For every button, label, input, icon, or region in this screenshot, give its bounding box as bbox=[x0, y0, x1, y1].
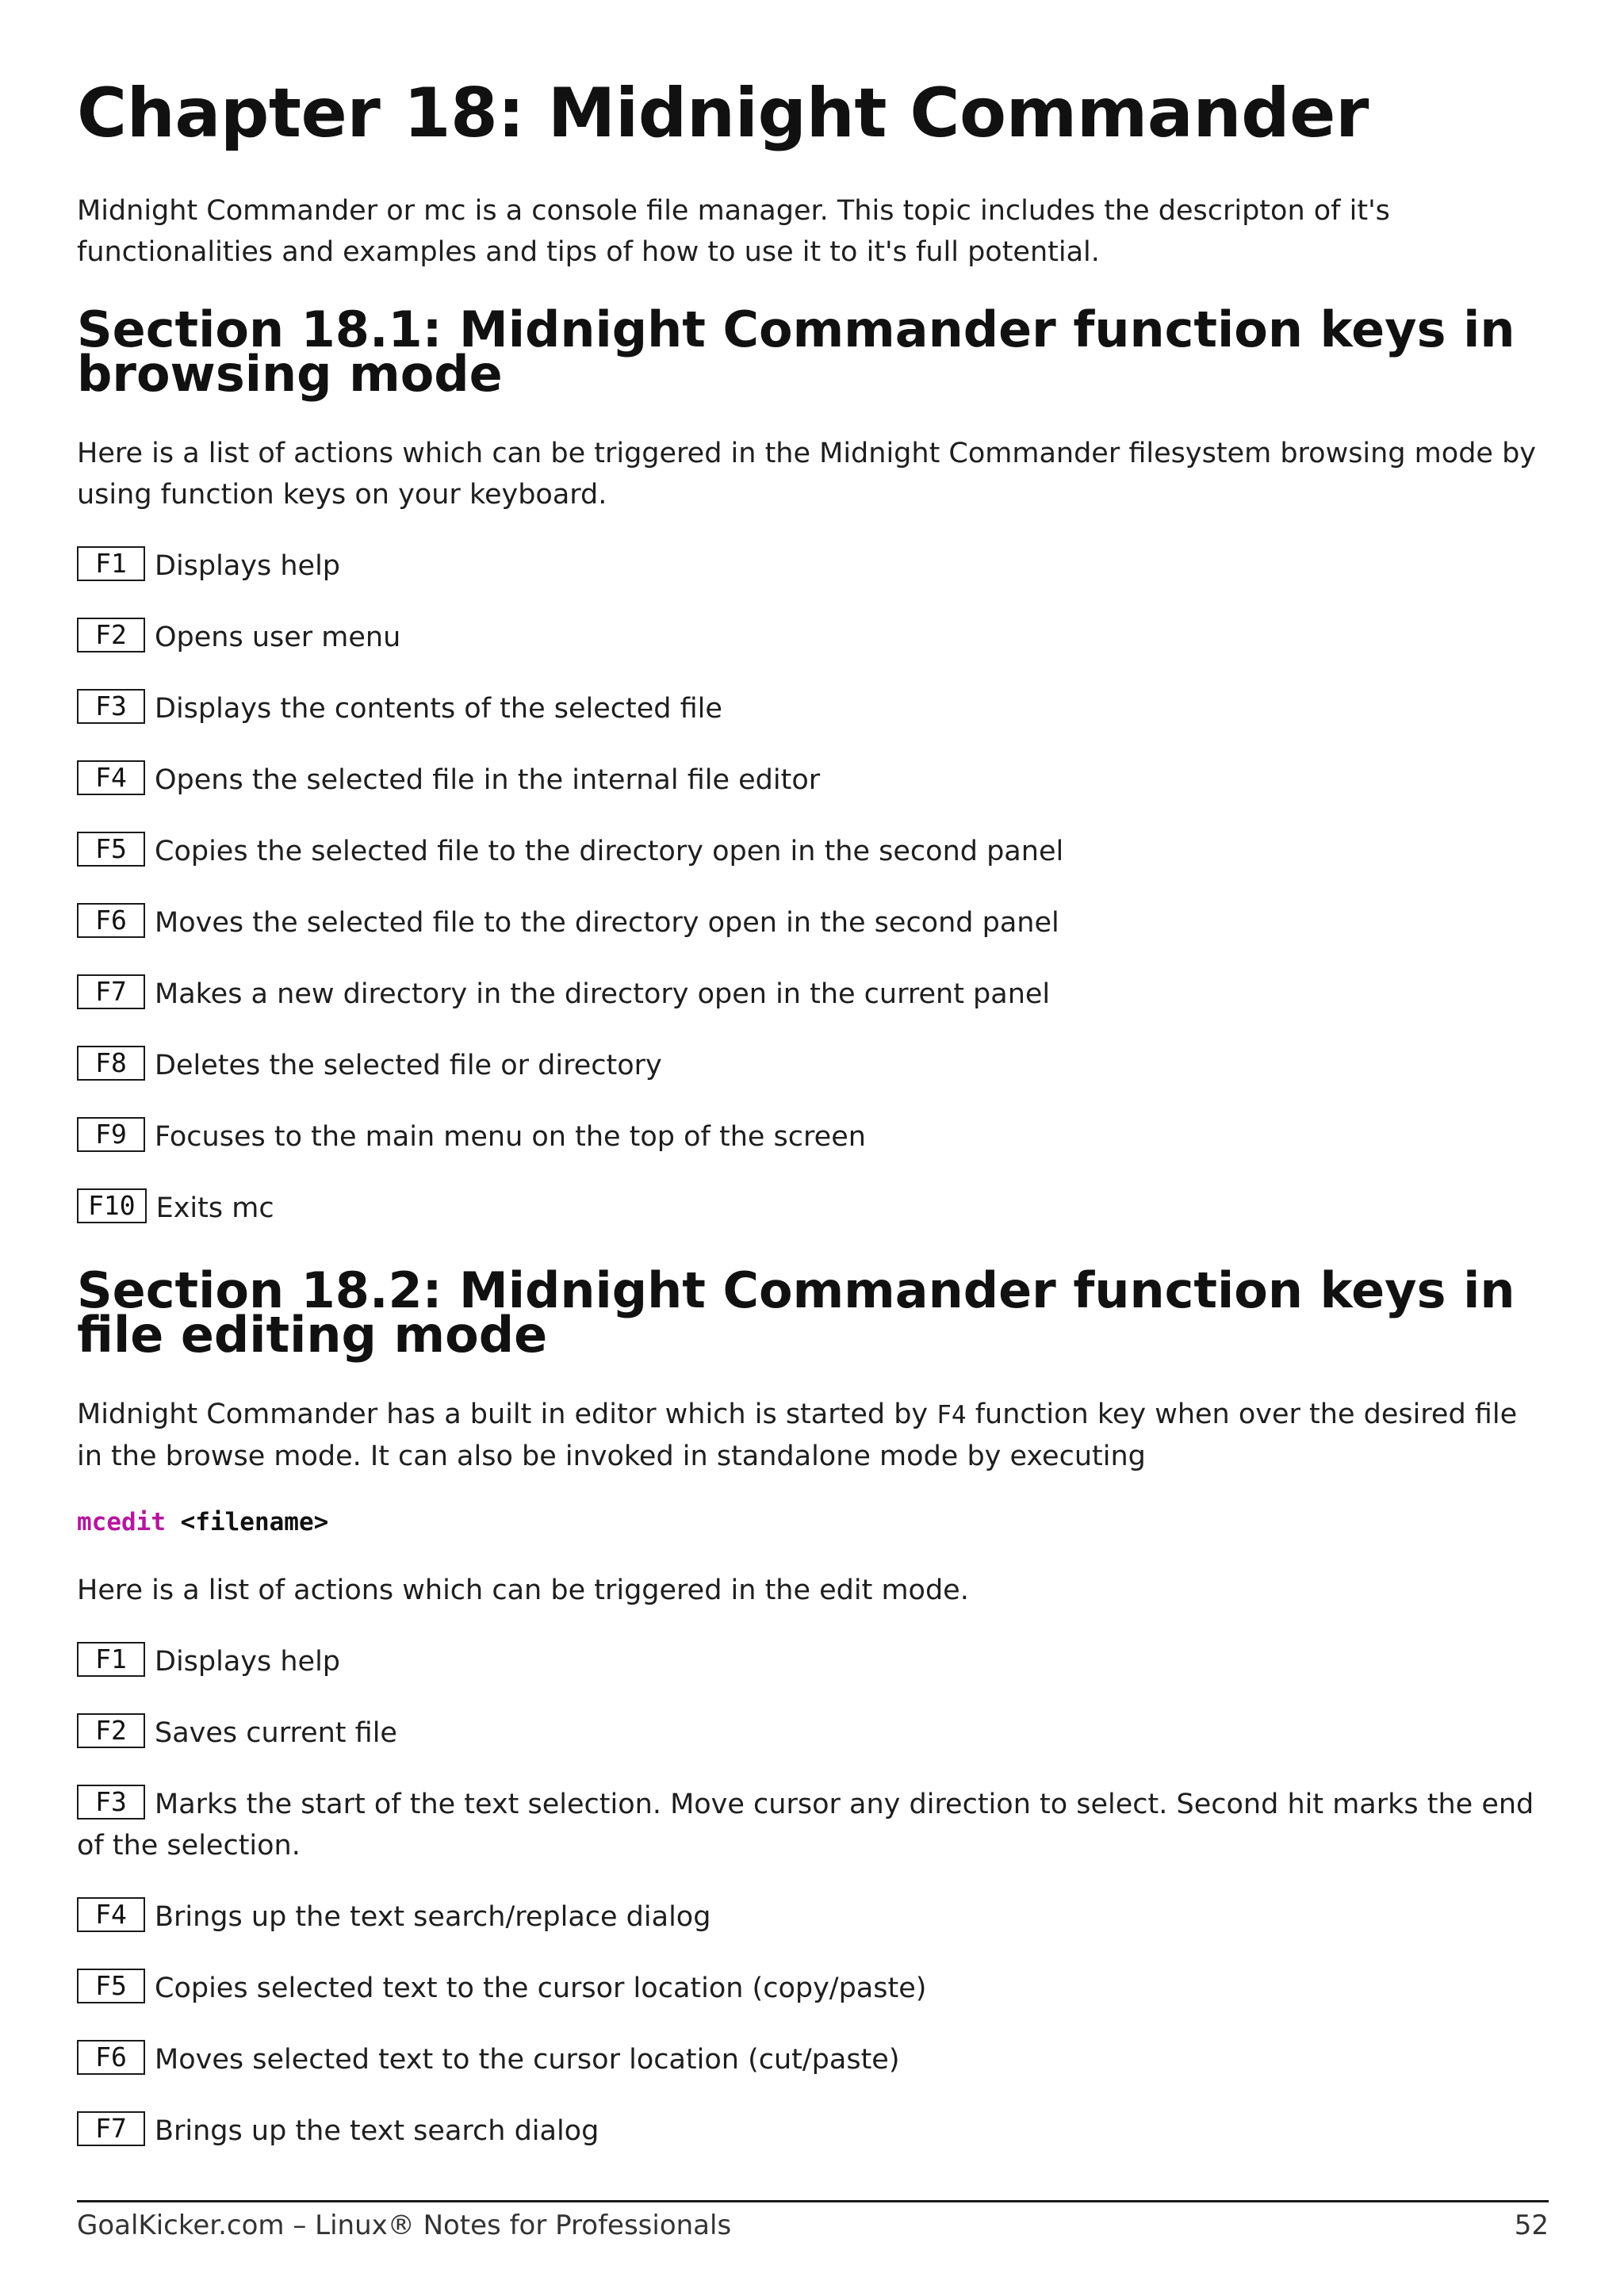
key-description: Copies the selected file to the directory open in the second panel bbox=[155, 836, 1064, 867]
key-description: Saves current file bbox=[155, 1717, 397, 1749]
function-key-badge: F10 bbox=[77, 1188, 147, 1223]
section-18-1-intro: Here is a list of actions which can be triggered in the Midnight Commander filesystem browsing mode by using function keys on your keyboard. bbox=[77, 438, 1536, 511]
function-key-badge: F4 bbox=[77, 760, 145, 795]
edit-key-item bbox=[77, 1784, 1549, 1866]
browse-key-item bbox=[77, 1045, 1549, 1086]
function-key-badge: F9 bbox=[77, 1117, 145, 1152]
chapter-title: Chapter 18: Midnight Commander bbox=[77, 74, 1369, 153]
key-description: Displays the contents of the selected file bbox=[155, 693, 722, 725]
key-description: Moves the selected file to the directory open in the second panel bbox=[155, 907, 1059, 939]
key-description: Brings up the text search dialog bbox=[155, 2115, 599, 2147]
code-argument: <filename> bbox=[165, 1508, 329, 1536]
page-number: 52 bbox=[1514, 2210, 1549, 2241]
section-18-2-intro: Midnight Commander has a built in editor which is started by F4 function key when over the desired file in the browse mode. It can also be invoked in standalone mode by executing bbox=[77, 1399, 1518, 1472]
function-key-badge: F2 bbox=[77, 618, 145, 652]
key-description: Brings up the text search/replace dialog bbox=[155, 1901, 711, 1933]
key-description: Opens the selected file in the internal file editor bbox=[155, 764, 821, 796]
browse-key-item bbox=[77, 688, 1549, 729]
browse-key-item bbox=[77, 902, 1549, 943]
chapter-intro: Midnight Commander or mc is a console file manager. This topic includes the descripton of it's functionalities and examples and tips of how to use it to it's full potential. bbox=[77, 195, 1390, 268]
browse-key-item bbox=[77, 760, 1549, 801]
browse-key-item bbox=[77, 545, 1549, 587]
key-description: Exits mc bbox=[155, 1192, 274, 1224]
footer-source: GoalKicker.com – Linux® Notes for Professionals bbox=[77, 2210, 732, 2241]
function-key-badge: F5 bbox=[77, 832, 145, 867]
key-description: Moves selected text to the cursor location (cut/paste) bbox=[155, 2044, 900, 2076]
function-key-badge: F7 bbox=[77, 2111, 145, 2146]
browse-key-item bbox=[77, 1188, 1549, 1229]
code-command: mcedit bbox=[77, 1508, 166, 1536]
browse-key-item bbox=[77, 974, 1549, 1015]
function-key-badge: F7 bbox=[77, 974, 145, 1009]
section-18-2-title: Section 18.2: Midnight Commander function keys in file editing mode bbox=[77, 1261, 1515, 1364]
edit-key-item bbox=[77, 2110, 1549, 2152]
function-key-badge: F2 bbox=[77, 1713, 145, 1748]
edit-list-intro: Here is a list of actions which can be triggered in the edit mode. bbox=[77, 1575, 969, 1606]
key-description: Focuses to the main menu on the top of the screen bbox=[155, 1121, 866, 1153]
footer-divider bbox=[77, 2200, 1549, 2202]
function-key-badge: F3 bbox=[77, 689, 145, 724]
inline-code-f4: F4 bbox=[936, 1401, 967, 1429]
code-block bbox=[77, 1503, 328, 1541]
function-key-badge: F4 bbox=[77, 1897, 145, 1932]
function-key-badge: F1 bbox=[77, 1642, 145, 1677]
key-description: Copies selected text to the cursor location (copy/paste) bbox=[155, 1973, 927, 2004]
section-18-1-title: Section 18.1: Midnight Commander function keys in browsing mode bbox=[77, 300, 1515, 403]
key-description: Displays help bbox=[155, 550, 341, 582]
edit-key-item bbox=[77, 1896, 1549, 1938]
function-key-badge: F6 bbox=[77, 903, 145, 938]
edit-key-item bbox=[77, 1712, 1549, 1754]
function-key-badge: F8 bbox=[77, 1046, 145, 1081]
edit-key-item bbox=[77, 1968, 1549, 2009]
edit-key-item bbox=[77, 2039, 1549, 2080]
key-description: Deletes the selected file or directory bbox=[155, 1050, 662, 1081]
function-key-badge: F5 bbox=[77, 1969, 145, 2003]
function-key-badge: F6 bbox=[77, 2040, 145, 2075]
browse-key-item bbox=[77, 617, 1549, 658]
key-description: Makes a new directory in the directory open in the current panel bbox=[155, 978, 1051, 1010]
browse-key-item bbox=[77, 831, 1549, 872]
key-description: Opens user menu bbox=[155, 622, 401, 653]
edit-key-item bbox=[77, 1641, 1549, 1682]
key-description: Displays help bbox=[155, 1646, 341, 1678]
key-description: Marks the start of the text selection. Move cursor any direction to select. Second hit marks the end of the selection. bbox=[77, 1789, 1534, 1862]
function-key-badge: F1 bbox=[77, 546, 145, 581]
browse-key-item bbox=[77, 1116, 1549, 1158]
function-key-badge: F3 bbox=[77, 1785, 145, 1820]
